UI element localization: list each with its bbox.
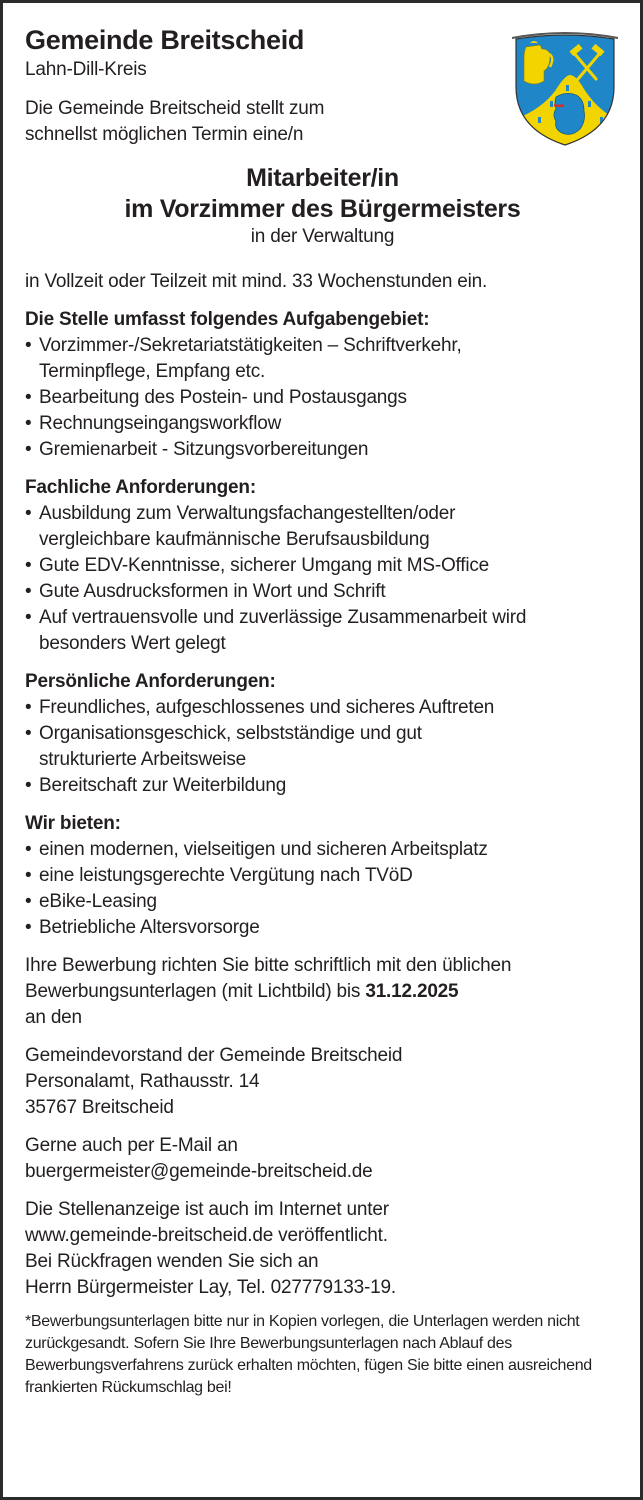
list-item: • Gute EDV-Kenntnisse, sicherer Umgang mit MS-Office (25, 553, 620, 579)
job-title-line-1: Mitarbeiter/in (246, 164, 399, 192)
address-line: Gemeindevorstand der Gemeinde Breitscheid (25, 1045, 403, 1066)
list-item: • eBike-Leasing (25, 889, 620, 915)
postal-address (25, 1043, 620, 1121)
intro-line: Die Gemeinde Breitscheid stellt zum (25, 98, 325, 119)
section-professional-requirements (25, 475, 620, 657)
section-heading: Die Stelle umfasst folgendes Aufgabengebiet: (25, 309, 430, 330)
job-title-line-2: im Vorzimmer des Bürgermeisters (124, 195, 521, 223)
email-address-link[interactable]: buergermeister@gemeinde-breitscheid.de (25, 1161, 373, 1182)
contact-line: Die Stellenanzeige ist auch im Internet unter (25, 1199, 389, 1220)
contact-phone: Herrn Bürgermeister Lay, Tel. 027779133-19. (25, 1277, 396, 1298)
organization-name: Gemeinde Breitscheid (25, 25, 305, 55)
website-link[interactable]: www.gemeinde-breitscheid.de (25, 1225, 274, 1246)
email-contact (25, 1133, 620, 1185)
bullet-list (25, 695, 620, 799)
list-item: • Organisationsgeschick, selbstständige und gut strukturierte Arbeitsweise (25, 721, 620, 773)
list-item: • Betriebliche Altersvorsorge (25, 915, 620, 941)
section-tasks (25, 307, 620, 463)
list-item: • eine leistungsgerechte Vergütung nach TVöD (25, 863, 620, 889)
section-benefits (25, 811, 620, 941)
job-title-block (25, 163, 620, 249)
job-subtitle: in der Verwaltung (250, 226, 395, 247)
address-line: Personalamt, Rathausstr. 14 (25, 1071, 260, 1092)
list-item: • Rechnungseingangsworkflow (25, 411, 620, 437)
list-item: • Gute Ausdrucksformen in Wort und Schrift (25, 579, 620, 605)
email-intro: Gerne auch per E-Mail an (25, 1135, 238, 1156)
section-personal-requirements (25, 669, 620, 799)
list-item: • Vorzimmer-/Sekretariatstätigkeiten – Schriftverkehr, Terminpflege, Empfang etc. (25, 333, 620, 385)
list-item: • einen modernen, vielseitigen und sicheren Arbeitsplatz (25, 837, 620, 863)
application-line: an den (25, 1007, 82, 1028)
section-heading: Persönliche Anforderungen: (25, 671, 276, 692)
list-item: • Bereitschaft zur Weiterbildung (25, 773, 620, 799)
application-deadline: 31.12.2025 (365, 981, 459, 1002)
bullet-list (25, 333, 620, 463)
bullet-list (25, 501, 620, 657)
list-item: • Gremienarbeit - Sitzungsvorbereitungen (25, 437, 620, 463)
list-item: • Auf vertrauensvolle und zuverlässige Zusammenarbeit wird besonders Wert gelegt (25, 605, 620, 657)
coat-of-arms-icon (510, 29, 620, 147)
list-item: • Bearbeitung des Postein- und Postausgangs (25, 385, 620, 411)
contact-line (25, 1223, 620, 1249)
list-item: • Freundliches, aufgeschlossenes und sicheres Auftreten (25, 695, 620, 721)
district-name: Lahn-Dill-Kreis (25, 59, 147, 80)
section-heading: Wir bieten: (25, 813, 121, 834)
application-text: Bewerbungsunterlagen (mit Lichtbild) bis (25, 981, 366, 1002)
contact-text: veröffentlicht. (273, 1225, 388, 1246)
contact-info (25, 1197, 620, 1301)
application-instructions (25, 953, 620, 1031)
application-line (25, 979, 620, 1005)
list-item: • Ausbildung zum Verwaltungsfachangestellten/oder vergleichbare kaufmännische Berufsausbildung (25, 501, 620, 553)
footnote: *Bewerbungsunterlagen bitte nur in Kopien vorlegen, die Unterlagen werden nicht zurückgesandt. Sofern Sie Ihre Bewerbungsunterlagen nach Ablauf des Bewerbungsverfahrens zurück erhalten möchten, fügen Sie bitte einen ausreichend frankierten Rückumschlag bei! (25, 1313, 592, 1396)
bullet-list (25, 837, 620, 941)
application-line: Ihre Bewerbung richten Sie bitte schriftlich mit den üblichen (25, 955, 512, 976)
section-heading: Fachliche Anforderungen: (25, 477, 256, 498)
employment-type: in Vollzeit oder Teilzeit mit mind. 33 Wochenstunden ein. (25, 271, 488, 292)
address-line: 35767 Breitscheid (25, 1097, 174, 1118)
contact-line: Bei Rückfragen wenden Sie sich an (25, 1251, 319, 1272)
intro-line: schnellst möglichen Termin eine/n (25, 124, 304, 145)
